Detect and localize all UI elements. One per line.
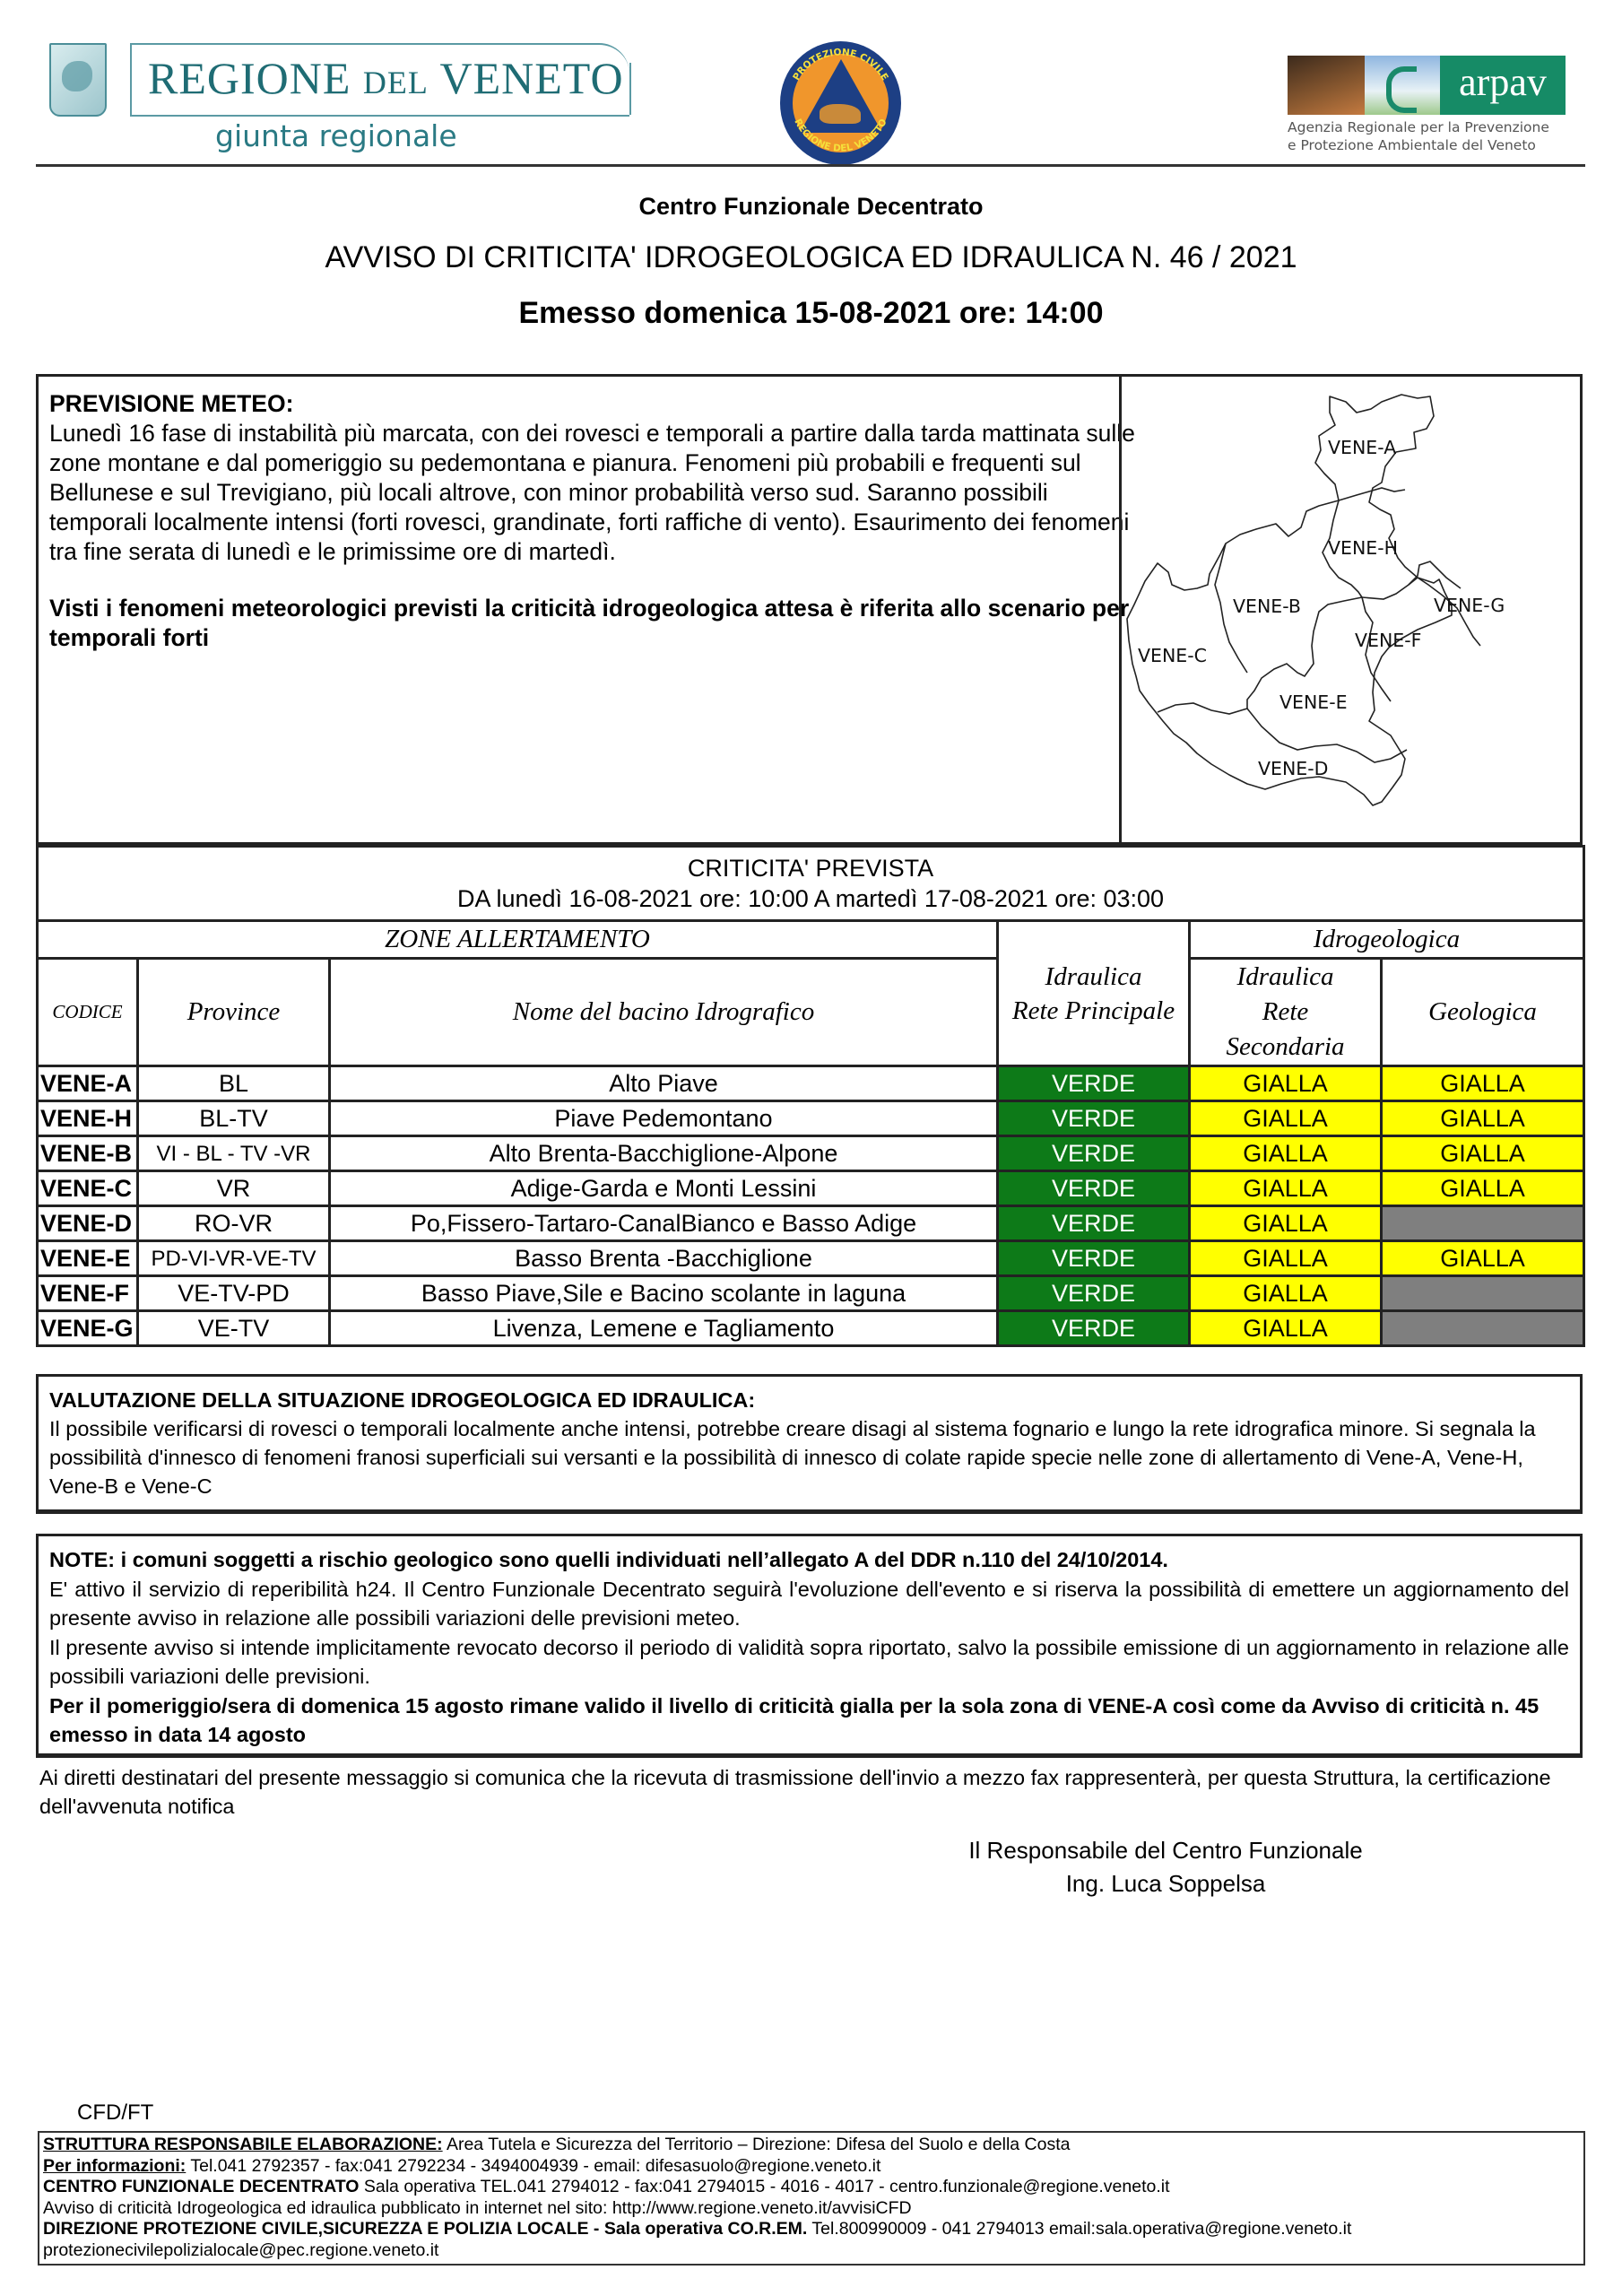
harp-icon (1365, 56, 1440, 115)
zone-bacino: Po,Fissero-Tartaro-CanalBianco e Basso Adige (330, 1206, 998, 1241)
col-bacino: Nome del bacino Idrografico (330, 959, 998, 1066)
level-idraulica-principale: VERDE (998, 1171, 1190, 1206)
level-idraulica-secondaria: GIALLA (1190, 1241, 1382, 1276)
level-idraulica-principale: VERDE (998, 1241, 1190, 1276)
meteo-heading: PREVISIONE METEO: (49, 390, 294, 417)
level-geologica: GIALLA (1382, 1136, 1584, 1171)
arpav-name: arpav (1440, 56, 1566, 115)
note-section (36, 1534, 1583, 1758)
note-paragraph-3: Per il pomeriggio/sera di domenica 15 agosto rimane valido il livello di criticità gialla per la sola zona di VENE-A così come da Avviso di criticità n. 45 emesso in data 14 agosto (49, 1693, 1540, 1746)
zone-province: VE-TV-PD (138, 1276, 330, 1311)
table-row (38, 1241, 1584, 1276)
svg-text:VENE-B: VENE-B (1233, 596, 1301, 617)
level-idraulica-secondaria: GIALLA (1190, 1101, 1382, 1136)
meteo-section (36, 374, 1583, 845)
issued-date: Emesso domenica 15-08-2021 ore: 14:00 (518, 296, 1104, 330)
meteo-scenario: Visti i fenomeni meteorologici previsti la criticità idrogeologica attesa è riferita allo scenario per temporali forti (49, 595, 1130, 651)
col-province: Province (138, 959, 330, 1066)
footer-website-line: Avviso di criticità Idrogeologica ed idraulica pubblicato in internet nel sito: http://www.regione.veneto.it/avvisiCFD (43, 2197, 912, 2218)
level-geologica: GIALLA (1382, 1171, 1584, 1206)
signature-name: Ing. Luca Soppelsa (1065, 1870, 1266, 1897)
veneto-map-icon (1122, 377, 1585, 842)
footer-direzione-contacts: Tel.800990009 - 041 2794013 email:sala.operativa@regione.veneto.it (807, 2219, 1352, 2239)
group-zone-allertamento: ZONE ALLERTAMENTO (38, 921, 998, 959)
level-idraulica-principale: VERDE (998, 1136, 1190, 1171)
col-codice: CODICE (38, 959, 138, 1066)
svg-text:REGIONE DEL VENETO: REGIONE DEL VENETO (792, 117, 889, 154)
valutazione-heading: VALUTAZIONE DELLA SITUAZIONE IDROGEOLOGICA ED IDRAULICA: (49, 1388, 756, 1412)
document-code: CFD/FT (77, 2100, 154, 2125)
fax-notice: Ai diretti destinatari del presente messaggio si comunica che la ricevuta di trasmissione dell'invio a mezzo fax rappresenterà, per questa Struttura, la certificazione dell'avvenuta notifica (39, 1766, 1551, 1818)
protezione-civile-ring-text (780, 41, 901, 165)
zone-code: VENE-D (38, 1206, 138, 1241)
zone-province: BL-TV (138, 1101, 330, 1136)
meteo-body: Lunedì 16 fase di instabilità più marcata, con dei rovesci e temporali a partire dalla tarda mattinata sulle zone montane e dal pomeriggio su pedemontana e pianura. Fenomeni più probabili e frequenti sul Bellunese e sul Trevigiano, più locali altrove, con minor probabilità verso sud. Saranno possibili temporali localmente intensi (forti rovesci, grandinate, forti raffiche di vento). Esaurimento dei fenomeni tra fine serata di lunedì e le primissime ore di martedì. (49, 420, 1135, 565)
table-row (38, 1206, 1584, 1241)
protezione-civile-logo (780, 41, 901, 165)
footer-contacts: STRUTTURA RESPONSABILE ELABORAZIONE: Area Tutela e Sicurezza del Territorio – Direzione: Difesa del Suolo e della Costa Per informazioni: Tel.041 2792357 - fax:041 2792234 - 3494004939 - email: difesasuolo@regione.veneto.it CENTRO FUNZIONALE DECENTRATO Sala operativa TEL.041 2794012 - fax:041 2794015 - 4016 - 4017 - centro.funzionale@regione.veneto.it Avviso di criticità Idrogeologica ed idraulica pubblicato in internet nel sito: http://www.regione.veneto.it/avvisiCFD DIREZIONE PROTEZIONE CIVILE,SICUREZZA E POLIZIA LOCALE - Sala operativa CO.R.EM. Tel.800990009 - 041 2794013 email:sala.operativa@regione.veneto.it protezionecivilepolizialocale@pec.regione.veneto.it (38, 2131, 1585, 2266)
notice-title: AVVISO DI CRITICITA' IDROGEOLOGICA ED IDRAULICA N. 46 / 2021 (325, 240, 1297, 274)
criticita-header (38, 847, 1584, 921)
zone-province: VI - BL - TV -VR (138, 1136, 330, 1171)
regione-veneto-logo (40, 36, 637, 161)
note-paragraph-2: Il presente avviso si intende implicitamente revocato decorso il periodo di validità sopra riportato, salvo la possibile emissione di un aggiornamento in relazione alle possibili variazioni delle previsioni. (49, 1635, 1569, 1688)
zone-bacino: Piave Pedemontano (330, 1101, 998, 1136)
level-idraulica-secondaria: GIALLA (1190, 1206, 1382, 1241)
zone-code: VENE-C (38, 1171, 138, 1206)
regione-crest-icon (49, 43, 107, 117)
regione-title: REGIONE DEL VENETO (148, 53, 624, 103)
table-row (38, 1136, 1584, 1171)
table-row (38, 1101, 1584, 1136)
zone-bacino: Alto Brenta-Bacchiglione-Alpone (330, 1136, 998, 1171)
footer-cfd-label: CENTRO FUNZIONALE DECENTRATO (43, 2177, 360, 2196)
svg-text:VENE-G: VENE-G (1434, 595, 1505, 616)
level-idraulica-principale: VERDE (998, 1101, 1190, 1136)
table-row (38, 1171, 1584, 1206)
valutazione-section (36, 1374, 1583, 1514)
level-idraulica-principale: VERDE (998, 1206, 1190, 1241)
col-idraulica-principale: Idraulica Rete Principale (998, 921, 1190, 1066)
level-geologica (1382, 1206, 1584, 1241)
level-idraulica-secondaria: GIALLA (1190, 1171, 1382, 1206)
zone-bacino: Basso Brenta -Bacchiglione (330, 1241, 998, 1276)
arpav-logo (1288, 56, 1566, 160)
level-geologica: GIALLA (1382, 1101, 1584, 1136)
veneto-zones-map (1119, 377, 1585, 842)
level-idraulica-secondaria: GIALLA (1190, 1066, 1382, 1101)
criticita-period: DA lunedì 16-08-2021 ore: 10:00 A martedì 17-08-2021 ore: 03:00 (456, 885, 1165, 912)
zone-bacino: Adige-Garda e Monti Lessini (330, 1171, 998, 1206)
svg-text:VENE-H: VENE-H (1328, 537, 1399, 559)
signature-role: Il Responsabile del Centro Funzionale (968, 1837, 1363, 1864)
zone-bacino: Alto Piave (330, 1066, 998, 1101)
footer-pec-email: protezionecivilepolizialocale@pec.regione.veneto.it (43, 2239, 439, 2260)
svg-text:VENE-F: VENE-F (1355, 630, 1422, 651)
zone-province: VE-TV (138, 1311, 330, 1346)
winged-lion-icon (1288, 56, 1365, 115)
footer-direzione-label: DIREZIONE PROTEZIONE CIVILE,SICUREZZA E POLIZIA LOCALE - Sala operativa CO.R.EM. (43, 2219, 808, 2239)
zone-code: VENE-A (38, 1066, 138, 1101)
zone-province: PD-VI-VR-VE-TV (138, 1241, 330, 1276)
table-row (38, 1276, 1584, 1311)
note-paragraph-1: E' attivo il servizio di reperibilità h24. Il Centro Funzionale Decentrato seguirà l'evoluzione dell'evento e si riserva la possibilità di emettere un aggiornamento del presente avviso in relazione alle possibili variazioni delle previsioni meteo. (49, 1577, 1569, 1630)
svg-text:PROTEZIONE CIVILE: PROTEZIONE CIVILE (791, 47, 890, 83)
header-divider (36, 164, 1585, 167)
regione-subtitle: giunta regionale (215, 118, 457, 153)
note-heading: NOTE: i comuni soggetti a rischio geologico sono quelli individuati nell’allegato A del DDR n.110 del 24/10/2014. (49, 1548, 1168, 1571)
footer-cfd-contacts: Sala operativa TEL.041 2794012 - fax:041 2794015 - 4016 - 4017 - centro.funzionale@regione.veneto.it (359, 2177, 1170, 2196)
col-idraulica-secondaria: Idraulica Rete Secondaria (1190, 959, 1382, 1066)
zone-bacino: Livenza, Lemene e Tagliamento (330, 1311, 998, 1346)
level-idraulica-principale: VERDE (998, 1066, 1190, 1101)
footer-info-contacts: Tel.041 2792357 - fax:041 2792234 - 3494004939 - email: difesasuolo@regione.veneto.it (186, 2155, 881, 2176)
zone-province: BL (138, 1066, 330, 1101)
table-row (38, 1311, 1584, 1346)
zone-bacino: Basso Piave,Sile e Bacino scolante in laguna (330, 1276, 998, 1311)
zone-code: VENE-E (38, 1241, 138, 1276)
level-geologica (1382, 1276, 1584, 1311)
signature-block (897, 1834, 1435, 1900)
criticita-table (36, 845, 1583, 1347)
footer-struttura-label: STRUTTURA RESPONSABILE ELABORAZIONE: (43, 2135, 443, 2154)
zone-code: VENE-G (38, 1311, 138, 1346)
criticita-rows (38, 1066, 1584, 1346)
level-geologica (1382, 1311, 1584, 1346)
footer-info-label: Per informazioni: (43, 2155, 186, 2176)
zone-province: VR (138, 1171, 330, 1206)
valutazione-body: Il possibile verificarsi di rovesci o temporali localmente anche intensi, potrebbe creare disagi al sistema fognario e lungo la rete idrografica minore. Si segnala la possibilità d'innesco di fenomeni franosi superficiali sui versanti e la possibilità di innesco di colate rapide specie nelle zone di allertamento di Vene-A, Vene-H, Vene-B e Vene-C (49, 1417, 1536, 1498)
zone-code: VENE-F (38, 1276, 138, 1311)
level-idraulica-principale: VERDE (998, 1276, 1190, 1311)
level-geologica: GIALLA (1382, 1241, 1584, 1276)
level-idraulica-secondaria: GIALLA (1190, 1276, 1382, 1311)
level-geologica: GIALLA (1382, 1066, 1584, 1101)
criticita-title: CRITICITA' PREVISTA (687, 855, 934, 882)
table-row (38, 1066, 1584, 1101)
level-idraulica-secondaria: GIALLA (1190, 1136, 1382, 1171)
level-idraulica-principale: VERDE (998, 1311, 1190, 1346)
svg-text:VENE-D: VENE-D (1258, 758, 1329, 779)
group-idrogeologica: Idrogeologica (1190, 921, 1584, 959)
zone-code: VENE-H (38, 1101, 138, 1136)
regione-title-box (130, 43, 629, 117)
svg-text:VENE-A: VENE-A (1328, 437, 1397, 458)
arpav-description: Agenzia Regionale per la Prevenzione e Protezione Ambientale del Veneto (1288, 119, 1549, 153)
col-geologica: Geologica (1382, 959, 1584, 1066)
level-idraulica-secondaria: GIALLA (1190, 1311, 1382, 1346)
svg-text:VENE-C: VENE-C (1138, 645, 1207, 666)
office-title: Centro Funzionale Decentrato (638, 193, 984, 220)
zone-province: RO-VR (138, 1206, 330, 1241)
zone-code: VENE-B (38, 1136, 138, 1171)
svg-text:VENE-E: VENE-E (1279, 691, 1348, 713)
